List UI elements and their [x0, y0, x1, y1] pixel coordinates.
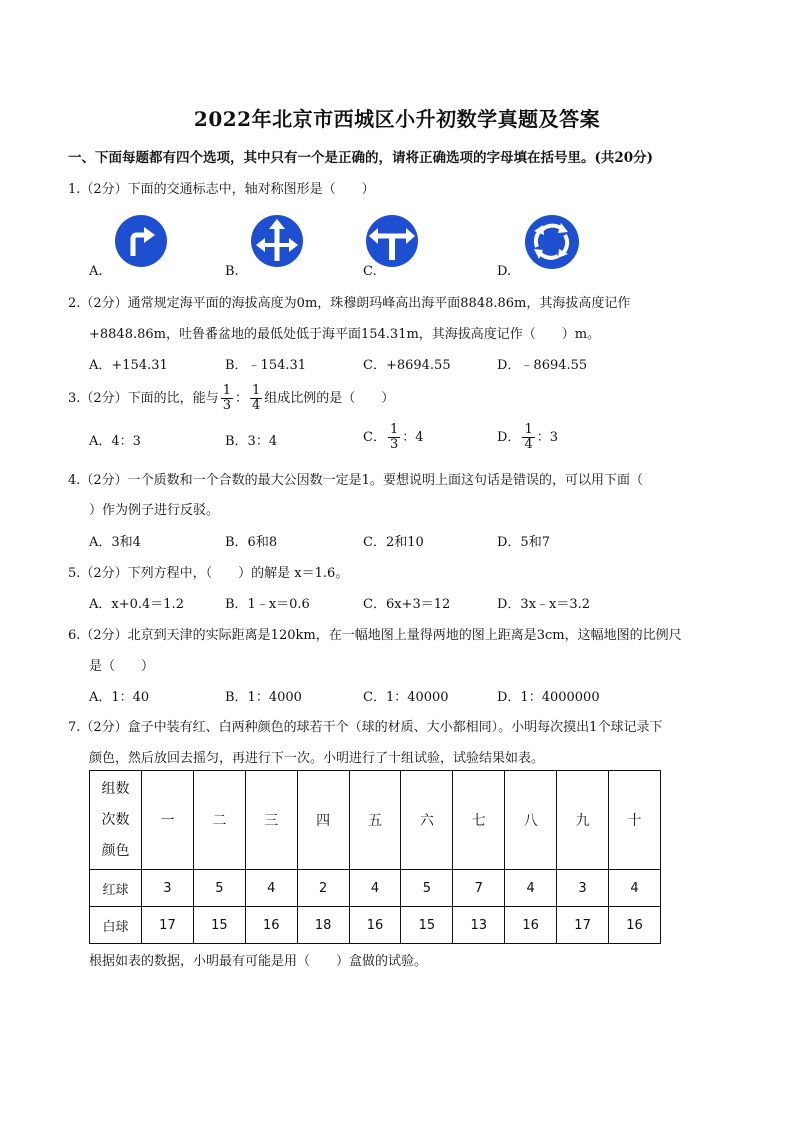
- question-5-stem: 5.（2分）下列方程中，（ ）的解是 x＝1.6。: [68, 566, 349, 581]
- q3-option-b: B．3：4: [225, 434, 278, 449]
- q5-option-b: B．1﹣x＝0.6: [225, 597, 310, 612]
- q3-option-c-label: C．: [363, 430, 386, 445]
- q1-option-d: D.: [497, 264, 512, 279]
- question-3-stem: [68, 384, 394, 413]
- q3-option-c-fraction: [388, 423, 400, 452]
- question-6-line-1: 6.（2分）北京到天津的实际距离是120km，在一幅地图上量得两地的图上距离是3cm，这幅地图的比例尺: [68, 628, 682, 643]
- table-row-white: [90, 907, 661, 944]
- table-cell: 13: [453, 907, 505, 944]
- results-table: [89, 770, 661, 944]
- section-heading: 一、下面每题都有四个选项，其中只有一个是正确的，请将正确选项的字母填在括号里。(共20分): [68, 150, 654, 166]
- page-title: 2022年北京市西城区小升初数学真题及答案: [193, 107, 601, 131]
- q3-suffix: 组成比例的是（ ）: [264, 391, 395, 406]
- group-header: 二: [193, 771, 245, 870]
- table-cell: 17: [142, 907, 194, 944]
- q6-option-d: D．1：4000000: [497, 690, 600, 705]
- q6-option-a: A．1：40: [89, 690, 150, 705]
- q3-option-a: A．4：3: [89, 434, 141, 449]
- q2-option-c: C．+8694.55: [363, 358, 451, 373]
- table-cell: 16: [245, 907, 297, 944]
- corner-label-count: 次数: [101, 811, 130, 828]
- q3-option-c-numerator: 1: [389, 422, 399, 437]
- q5-option-d: D．3x﹣x＝3.2: [497, 597, 591, 612]
- q5-option-a: A．x+0.4＝1.2: [89, 597, 184, 612]
- q5-option-c: C．6x+3＝12: [363, 597, 451, 612]
- table-cell: 15: [401, 907, 453, 944]
- q3-ratio-sep: ：: [234, 391, 248, 406]
- q3-option-d-numerator: 1: [524, 422, 533, 437]
- table-corner-cell: [90, 771, 142, 870]
- question-7-after: 根据如表的数据，小明最有可能是用（ ）盒做的试验。: [89, 954, 428, 969]
- question-1-stem: 1.（2分）下面的交通标志中，轴对称图形是（ ）: [68, 182, 375, 197]
- q3-fraction-a-numerator: 1: [222, 383, 231, 398]
- table-row-red: [90, 870, 661, 907]
- q4-option-c: C．2和10: [363, 535, 424, 550]
- question-7-line-2: 颜色，然后放回去摇匀，再进行下一次。小明进行了十组试验，试验结果如表。: [89, 751, 545, 766]
- q3-fraction-a-denominator: 3: [222, 398, 231, 413]
- q4-option-a: A．3和4: [89, 535, 141, 550]
- roundabout-sign-icon: [524, 214, 580, 270]
- table-cell: 3: [142, 870, 194, 907]
- turn-left-or-right-sign-icon: [365, 214, 419, 268]
- q2-option-a: A．+154.31: [89, 358, 168, 373]
- q1-option-a: A.: [89, 264, 103, 279]
- question-2-line-2: +8848.86m，吐鲁番盆地的最低处低于海平面154.31m，其海拔高度记作（ ）m。: [89, 327, 601, 342]
- q3-prefix: 3.（2分）下面的比，能与: [68, 391, 219, 406]
- question-7-line-1: 7.（2分）盒子中装有红、白两种颜色的球若干个（球的材质、大小都相同）。小明每次摸出1个球记录下: [68, 720, 663, 735]
- table-cell: 15: [193, 907, 245, 944]
- group-header: 九: [557, 771, 609, 870]
- q3-option-d-fraction: [522, 423, 534, 452]
- q2-option-d: D．﹣8694.55: [497, 358, 588, 373]
- corner-label-groups: 组数: [101, 780, 130, 797]
- q3-fraction-b-numerator: 1: [251, 383, 261, 398]
- q4-option-b: B．6和8: [225, 535, 278, 550]
- q1-option-c: C.: [363, 264, 377, 279]
- table-cell: 3: [557, 870, 609, 907]
- q3-option-c-rest: ：4: [402, 430, 424, 445]
- q3-fraction-b: [250, 384, 262, 413]
- table-cell: 5: [401, 870, 453, 907]
- question-2-line-1: 2.（2分）通常规定海平面的海拔高度为0m，珠穆朗玛峰高出海平面8848.86m，其海拔高度记作: [68, 296, 631, 311]
- group-header: 三: [245, 771, 297, 870]
- q3-option-d: [497, 423, 558, 452]
- table-cell: 18: [297, 907, 349, 944]
- turn-right-sign-icon: [114, 214, 168, 268]
- q3-option-d-denominator: 4: [524, 437, 533, 452]
- q3-option-d-label: D．: [497, 430, 521, 445]
- q1-option-b: B.: [225, 264, 239, 279]
- table-cell: 17: [557, 907, 609, 944]
- q6-option-b: B．1：4000: [225, 690, 302, 705]
- straight-or-both-sides-sign-icon: [250, 214, 304, 268]
- table-cell: 4: [349, 870, 401, 907]
- table-cell: 5: [193, 870, 245, 907]
- group-header: 八: [505, 771, 557, 870]
- group-header: 四: [297, 771, 349, 870]
- q3-fraction-b-denominator: 4: [251, 398, 261, 413]
- table-cell: 4: [505, 870, 557, 907]
- q6-option-c: C．1：40000: [363, 690, 449, 705]
- table-cell: 16: [609, 907, 661, 944]
- group-header: 一: [142, 771, 194, 870]
- q3-option-c: [363, 423, 424, 452]
- question-6-line-2: 是（ ）: [89, 659, 155, 674]
- q3-option-c-denominator: 3: [389, 437, 399, 452]
- row-label: 红球: [90, 870, 142, 907]
- question-4-line-1: 4.（2分）一个质数和一个合数的最大公因数一定是1。要想说明上面这句话是错误的，可以用下面（: [68, 473, 643, 488]
- corner-label-color: 颜色: [101, 842, 130, 859]
- group-header: 六: [401, 771, 453, 870]
- q3-fraction-a: [221, 384, 233, 413]
- row-label: 白球: [90, 907, 142, 944]
- group-header: 七: [453, 771, 505, 870]
- q4-option-d: D．5和7: [497, 535, 550, 550]
- question-4-line-2: ）作为例子进行反驳。: [89, 503, 220, 518]
- table-cell: 4: [245, 870, 297, 907]
- group-header: 十: [609, 771, 661, 870]
- table-header-row: [90, 771, 661, 870]
- table-cell: 4: [609, 870, 661, 907]
- table-cell: 7: [453, 870, 505, 907]
- group-header: 五: [349, 771, 401, 870]
- table-cell: 16: [505, 907, 557, 944]
- table-cell: 2: [297, 870, 349, 907]
- q3-option-d-rest: ：3: [536, 430, 558, 445]
- table-cell: 16: [349, 907, 401, 944]
- q2-option-b: B．﹣154.31: [225, 358, 307, 373]
